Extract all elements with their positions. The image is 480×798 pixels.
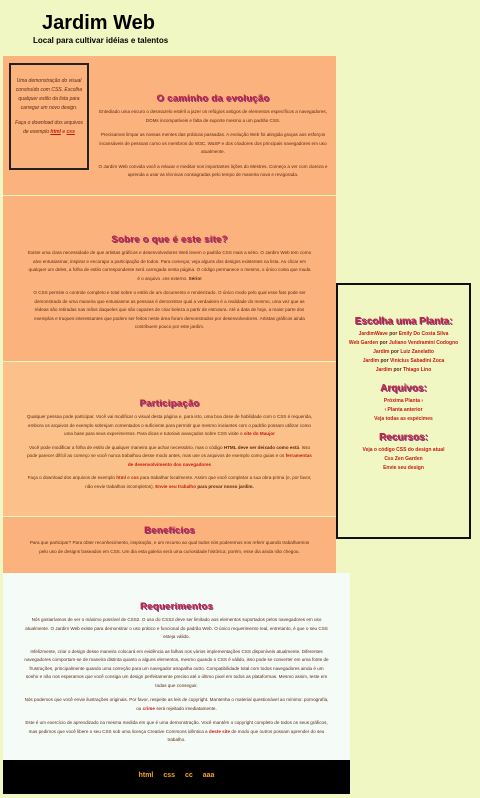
quick-summary-text: Uma demonstração do visual construído com CSS. Escolha qualquer estilo da lista para carregar um novo design. [15,78,83,111]
list-item [338,446,469,455]
about-text: Existe uma clara necessidade de que artistas gráficos e desenvolvedores Web levem o padrão CSS mais a sério. O Jardim Web tem como alvo entusiasmar, inspirar e encorajar a participação de todos. Para começar, veja alguns dos designs existentes na lista. Ao clicar em qualquer um deles, a folha de estilo correspondente será carregada nesta página. O código permanece o mesmo, o único coisa que muda é o arquivo .css externo. [27,250,312,281]
requirements-paragraph: Nós gostaríamos de ver o máximo possível de CSS2. O uso do CSS3 deve ser limitado aos elementos suportados pelos navegadores em uso atualmente. O Jardim Web existe para demonstrar o uso prático e funcional do padrão Web. O único requerimento real, entretanto, é que o seu CSS esteja válido. [25,617,328,639]
zen-garden-link[interactable]: Css Zen Garden [384,456,423,462]
crime-link[interactable]: crime [142,705,155,711]
list-item [348,330,459,339]
quick-summary-download [15,119,83,137]
about-paragraph: O CSS permite o controle completo e total sobre o estilo de um documento e renderizado. O único modo pelo qual esse fato pode ser demonstrado de uma maneira que entusiasme as pessoas é demonstrar qual a verdadeiro é a realidade do mesmo, uma vez que as rédeas são retiradas nas mãos daqueles que são capazes de criar beleza a partir de estrutura. Até a data de hoje, a maior parte dos exemplos e truques interessantes que podem ser feitos neste área foram demonstrados por desenvolvedores. Artistas gráficos ainda contribuem pouco por este jardim. [33,290,306,329]
design-link[interactable]: Web Garden [348,340,379,346]
requirements-text: de modo que outros possam aprender do seu trabalho. [167,728,325,742]
footer-cc-link[interactable]: cc [184,772,193,779]
resources-heading: Recursos: [379,432,428,443]
list-item [338,464,469,473]
view-css-link[interactable]: Veja o código CSS do design atual [362,447,445,453]
footer-html-link[interactable]: html [138,772,154,779]
about-paragraph [27,249,312,283]
requirements-paragraph [23,719,330,745]
requirements-section [3,573,350,760]
designer-link[interactable]: Emily Do Costa Silva [398,331,449,337]
page-footer [3,760,350,794]
participation-text: . Isso pode parecer difícil ao começo se você nunca trabalhou desse modo antes, mas use os arquivos de exemplo como guias e os [27,444,311,458]
design-by: por [393,367,402,373]
participation-text: Você pode modificar a folha de estilo de qualquer maneira que achar necessário, mas o código [28,444,223,450]
designs-heading: Escolha uma Planta: [354,316,453,327]
design-link[interactable]: Jardim [373,349,390,355]
list-item [348,348,459,357]
css-download-link[interactable]: css [131,475,139,480]
archives-heading: Arquivos: [380,383,427,394]
resources-list [338,446,469,473]
intro-heading: O caminho da evolução [156,93,270,104]
design-link[interactable]: Jardim [375,367,393,373]
intro-paragraph: O Jardim Web convida você a relaxar e meditar nos importantes lições do Mestres. Começo a ver com clareza e aprenda a usar as técnicas consagradas pelo tempo de maneira nova e revigorada. [98,163,328,177]
html-download-link[interactable]: html [50,129,61,135]
this-site-license-link[interactable]: deste site [208,728,231,734]
download-text: Faça o download dos arquivos de exemplo [15,120,83,135]
about-section [3,196,336,361]
site-subtitle: Local para cultivar idéias e talentos [33,36,169,45]
requirements-paragraph: Infelizmente, criar o design desse maneira colocará em evidência as falhas nos vários implementações CSS disponíveis atualmente. Diferentes navegadores comportam-se de maneira distinta quanto a alguns elementos, mesmo quando o CSS é válido, isso pode se converter em uma fonte de frustrações, principalmente quando uma correção para um navegador atrapalha outro. Compatibilidade total com todos navegadores ainda é um sonho e não nos esperamos que você consiga um design perfeitamente preciso até o último pixel em todos as plataformas. Mesmo assim, teste em todas que conseguir. [24,648,329,688]
benefits-paragraph: Para que participar? Para obter reconhecimento, inspiração, e um recurso ao qual todos nós poderemos nos referir quando trabalharmos pelo uso de designs baseados em CSS. Um dia esta galeria será uma curiosidade histórica; porém, esse dia ainda não chegou. [29,540,310,554]
participation-text: para trabalhar localmente. Assim que você completar a sua obra-prima (e, por favor, não envie trabalhos incompletos), [85,475,312,489]
intro-paragraph: Precisamos limpar as nossas mentes das práticas passadas. A evolução Web foi atingida graças aos esforços incansáveis de pessoas como os membros do W3C, WaSP e dos criadores dos principais navegadores em uso atualmente. [99,132,327,154]
participation-text: Faça o download dos arquivos de exemplo [27,475,115,480]
design-by: por [389,331,398,337]
list-item [348,357,459,366]
footer-aaa-link[interactable]: aaa [202,772,215,779]
design-link[interactable]: JardimWave [358,331,388,337]
list-item [348,366,459,375]
footer-links [3,772,350,779]
benefits-heading: Benefícios [143,525,196,536]
all-designs-link[interactable]: Veja todas as espécimes [374,416,433,422]
participation-text: Qualquer pessoa pode participar. Você vai modificar o visual desta página e, para isto, uma boa dose de habilidade com o CSS é requerida, embora os arquivos de exemplo sobrejam comentados o suficiente para permitir que mesmo iniciantes com o padrão possam utilizar como uma base para seus experimentos. Para dicas e tutoriais avançados sobre CSS visite o [26,414,313,436]
participation-paragraph [25,444,314,470]
participation-text: e [127,475,130,480]
requirements-heading: Requerimentos [139,601,214,612]
designer-link[interactable]: Thiago Lino [402,367,432,373]
design-by: por [380,358,389,364]
download-and-text: e [62,129,66,135]
quick-summary-box [9,63,89,170]
list-item [338,397,469,406]
site-title: Jardim Web [42,12,155,34]
requirements-text: Nós podemos que você envie ilustrações originais. Por favor, respeite as leis de copyright. Mantenha o material questionável ao mínimo: pornografia, ou [24,697,329,711]
participation-paragraph [25,474,314,491]
sidebar [336,283,471,539]
about-heading: Sobre o que é este site? [111,234,228,245]
designer-link[interactable]: Vinícius Sabadini Zoca [389,358,445,364]
design-by: por [390,349,399,355]
about-bold-text: Sério! [188,275,202,281]
list-item [338,455,469,464]
list-item [348,339,459,348]
archives-list [338,397,469,424]
requirements-text: será rejeitado imediatamente. [156,705,217,711]
participation-section [3,362,336,516]
designer-link[interactable]: Juliano Vendramini Codogno [389,340,459,346]
html-download-link[interactable]: html [116,475,126,480]
participation-bold-text: HTML deve ser deixado como está [223,444,300,450]
participation-heading: Participação [139,398,200,409]
participation-bold-text: para provar nosso jardim. [197,483,254,489]
list-item [338,415,469,424]
design-link[interactable]: Jardim [362,358,380,364]
participation-paragraph [25,413,314,439]
requirements-text: Este é um exercício de aprendizado na mesma medida em que é uma demonstração. Você mantém o copyright completo de todos os seus gráficos, mas pedimos que você libere o seu CSS sob uma licença Creative Commons idêntica a [25,720,328,734]
maujor-link[interactable]: site do Maujor [243,431,275,436]
design-by: por [379,340,388,346]
submit-design-link[interactable]: Envie seu design [383,465,424,471]
intro-paragraph: Entediado uma escuro o desmazelo estéril a jazer os refúgios antigos de elementos específicos a navegadores, DOMs incompatíveis e falta de suporte mesmo a um padrão CSS. [99,109,327,123]
list-item [338,406,469,415]
benefits-section [3,517,336,573]
designs-list [338,330,469,375]
next-design-link[interactable]: Próxima Planta › [383,398,424,404]
requirements-paragraph [23,696,330,713]
css-download-link[interactable]: css [66,129,75,135]
footer-css-link[interactable]: css [163,772,176,779]
previous-design-link[interactable]: ‹ Planta anterior [384,407,423,413]
designer-link[interactable]: Luiz Zanelatto [400,349,434,355]
dev-tools-link[interactable]: ferramentas de desenvolvimento dos navegadores [127,453,312,467]
submit-work-link[interactable]: Envie seu trabalho [155,483,197,489]
